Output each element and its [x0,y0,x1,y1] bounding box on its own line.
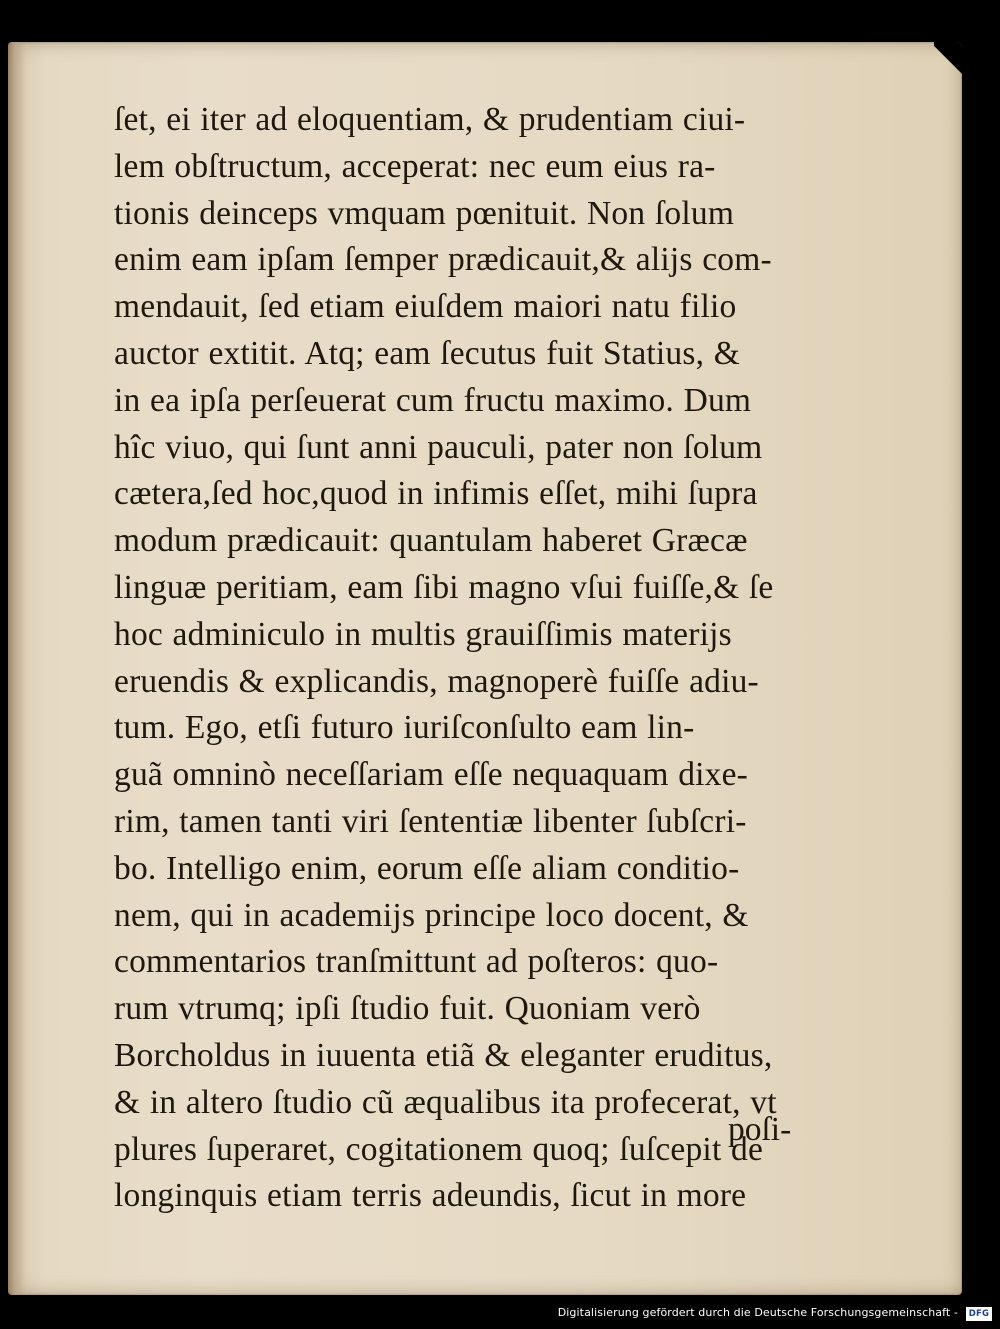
text-line-14: tum. Ego, etſi futuro iuriſconſulto eam lin- [114,709,695,747]
text-line-12: hoc adminiculo in multis grauiſſimis materijs [114,615,732,653]
text-line-8: hîc viuo, qui ſunt anni pauculi, pater non ſolum [114,428,763,466]
text-line-22: & in altero ſtudio cũ æqualibus ita profecerat, vt [114,1083,777,1121]
text-line-15: guã omninò neceſſariam eſſe nequaquam dixe- [114,756,749,794]
text-line-23: plures ſuperaret, cogitationem quoq; ſuſcepit de [114,1130,764,1168]
text-line-2: lem obſtructum, acceperat: nec eum eius ra- [114,147,716,185]
text-line-9: cætera,ſed hoc,quod in infimis eſſet, mihi ſupra [114,475,758,513]
text-line-7: in ea ipſa perſeuerat cum fructu maximo. Dum [114,381,752,419]
text-line-11: linguæ peritiam, eam ſibi magno vſui fuiſſe,& ſe [114,568,774,606]
text-line-20: rum vtrumq; ipſi ſtudio fuit. Quoniam verò [114,990,701,1028]
text-line-1: ſet, ei iter ad eloquentiam, & prudentiam ciui- [114,101,746,138]
text-line-3: tionis deinceps vmquam pœnituit. Non ſolum [114,194,735,232]
text-line-19: commentarios tranſmittunt ad poſteros: quo- [114,943,719,981]
catchword: poſi- [728,1111,792,1148]
text-line-5: mendauit, ſed etiam eiuſdem maiori natu filio [114,288,737,326]
text-line-17: bo. Intelligo enim, eorum eſſe aliam conditio- [114,849,740,887]
latin-text-block [114,97,834,1220]
text-line-6: auctor extitit. Atq; eam ſecutus fuit Statius, & [114,334,741,372]
book-page [8,42,962,1295]
text-line-16: rim, tamen tanti viri ſententiæ libenter ſubſcri- [114,802,747,840]
digitization-credit: Digitalisierung gefördert durch die Deutsche Forschungsgemeinschaft - [557,1306,958,1319]
text-line-18: nem, qui in academijs principe loco docent, & [114,896,749,934]
page-corner [934,42,962,84]
dfg-logo-icon: DFG [966,1307,992,1321]
text-line-21: Borcholdus in iuuenta etiã & eleganter eruditus, [114,1036,773,1074]
text-line-10: modum prædicauit: quantulam haberet Græcæ [114,522,748,560]
text-line-13: eruendis & explicandis, magnoperè fuiſſe adiu- [114,662,759,700]
text-line-24: longinquis etiam terris adeundis, ſicut in more [114,1177,747,1215]
footer-bar [0,1295,1000,1329]
text-line-4: enim eam ipſam ſemper prædicauit,& alijs com- [114,241,772,279]
